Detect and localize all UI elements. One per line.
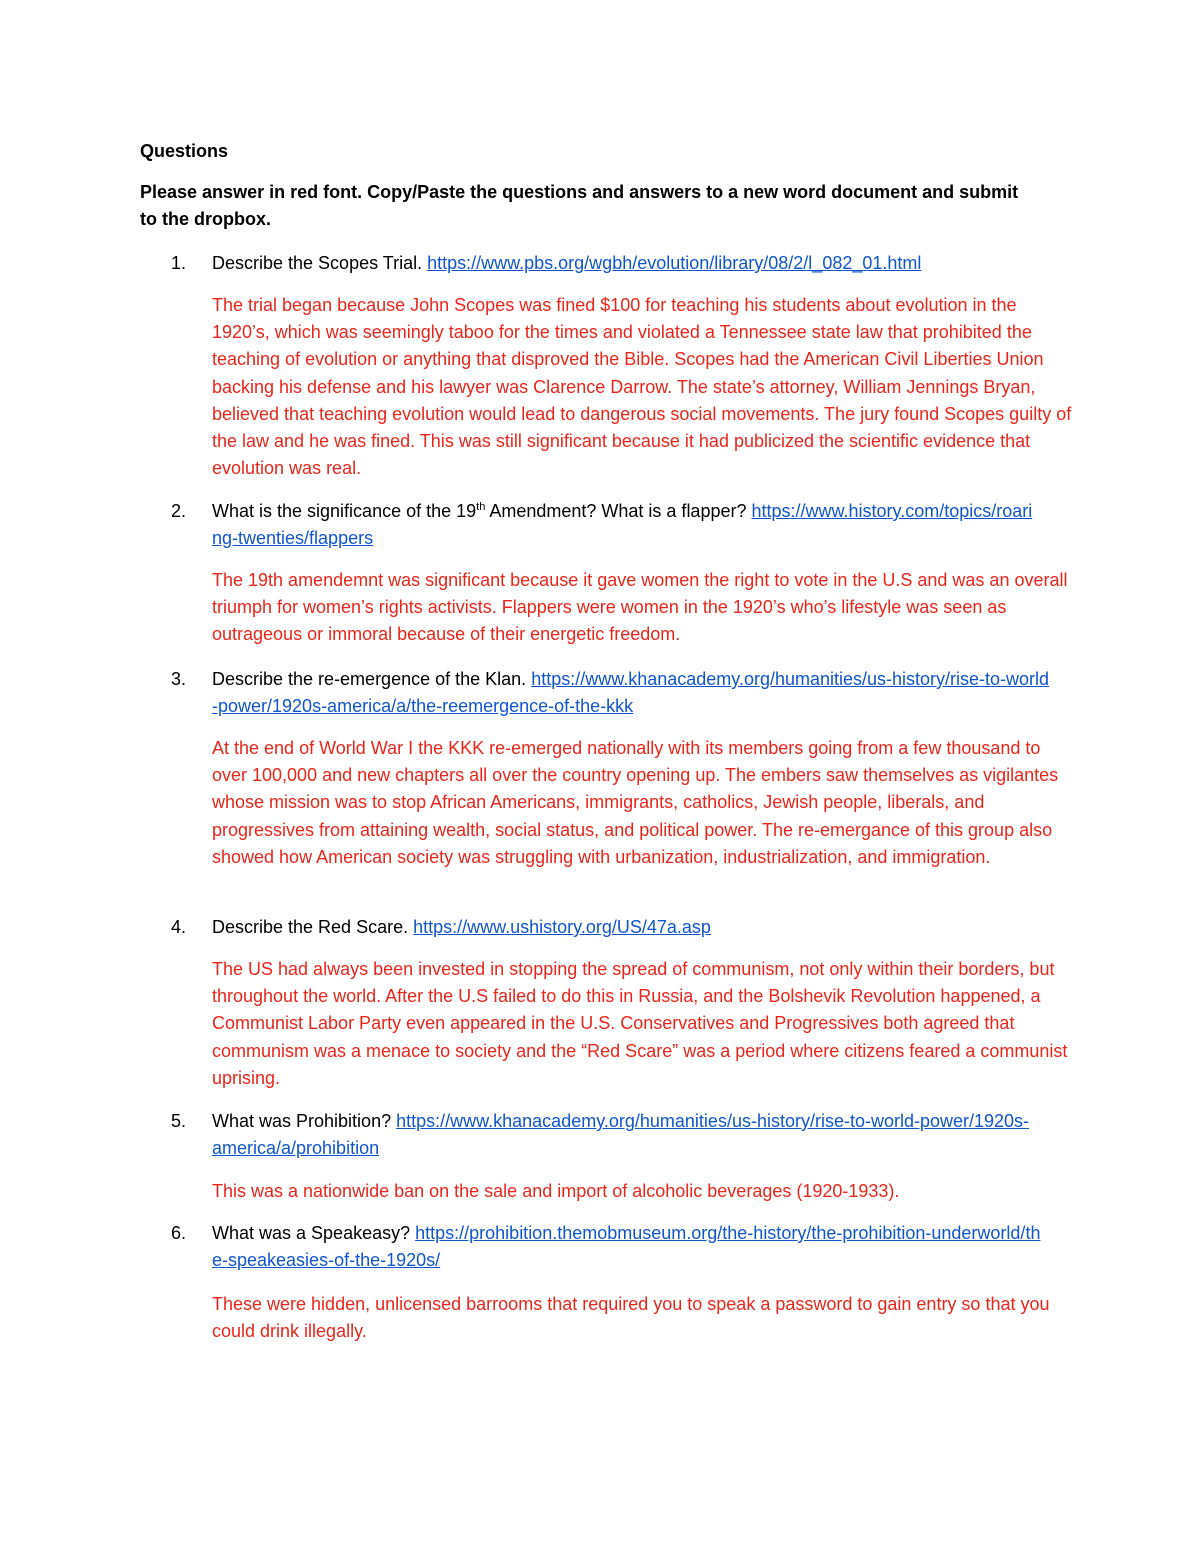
resource-link[interactable]: https://www.khanacademy.org/humanities/us-history/rise-to-world-power/1920s-america/a/prohibition [212,1111,1030,1158]
document-heading: Questions [140,141,229,161]
answer-text: This was a nationwide ban on the sale and import of alcoholic beverages (1920-1933). [212,1181,900,1201]
resource-link[interactable]: https://www.khanacademy.org/humanities/us-history/rise-to-world-power/1920s-america/a/the-reemergence-of-the-kkk [212,669,1050,716]
question-prompt [212,498,1042,552]
question-text: What was Prohibition? [212,1111,392,1131]
question-number: 4. [171,917,187,937]
question-prompt [212,1108,1032,1162]
question-number: 5. [171,1111,187,1131]
question-text: Describe the Red Scare. [212,917,409,937]
question-number: 2. [171,501,187,521]
question-prompt [212,1220,1042,1274]
question-text-continued: Amendment? What is a flapper? [485,501,747,521]
instructions: Please answer in red font. Copy/Paste the questions and answers to a new word document and submit to the dropbox. [140,182,1019,229]
question-number: 1. [171,253,187,273]
resource-link[interactable]: https://prohibition.themobmuseum.org/the-history/the-prohibition-underworld/the-speakeasies-of-the-1920s/ [212,1223,1041,1270]
question-prompt [212,250,1062,277]
question-prompt [212,666,1052,720]
question-number: 3. [171,669,187,689]
question-text: Describe the Scopes Trial. [212,253,423,273]
question-text: Describe the re-emergence of the Klan. [212,669,527,689]
superscript: th [476,501,486,513]
resource-link[interactable]: https://www.ushistory.org/US/47a.asp [413,917,711,937]
question-prompt [212,914,1062,941]
answer-text: The trial began because John Scopes was fined $100 for teaching his students about evolution in the 1920’s, which was seemingly taboo for the times and violated a Tennessee state law that prohibited the teaching of evolution or anything that disproved the Bible. Scopes had the American Civil Liberties Union backing his defense and his lawyer was Clarence Darrow. The state’s attorney, William Jennings Bryan, believed that teaching evolution would lead to dangerous social movements. The jury found Scopes guilty of the law and he was fined. This was still significant because it had publicized the scientific evidence that evolution was real. [212,295,1072,479]
resource-link[interactable]: https://www.pbs.org/wgbh/evolution/library/08/2/l_082_01.html [427,253,922,273]
answer-text: The US had always been invested in stopping the spread of communism, not only within their borders, but throughout the world. After the U.S failed to do this in Russia, and the Bolshevik Revolution happened, a Communist Labor Party even appeared in the U.S. Conservatives and Progressives both agreed that communism was a menace to society and the “Red Scare” was a period where citizens feared a communist uprising. [212,959,1068,1088]
question-text: What was a Speakeasy? [212,1223,411,1243]
question-number: 6. [171,1223,187,1243]
answer-text: The 19th amendemnt was significant because it gave women the right to vote in the U.S and was an overall triumph for women’s rights activists. Flappers were women in the 1920’s who’s lifestyle was seen as outrageous or immoral because of their energetic freedom. [212,570,1068,645]
answer-text: At the end of World War I the KKK re-emerged nationally with its members going from a few thousand to over 100,000 and new chapters all over the country opening up. The embers saw themselves as vigilantes whose mission was to stop African Americans, immigrants, catholics, Jewish people, liberals, and progressives from attaining wealth, social status, and political power. The re-emergance of this group also showed how American society was struggling with urbanization, industrialization, and immigration. [212,738,1059,867]
question-text: What is the significance of the 19 [212,501,477,521]
resource-link[interactable]: https://www.history.com/topics/roaring-twenties/flappers [212,501,1033,548]
answer-text: These were hidden, unlicensed barrooms that required you to speak a password to gain entry so that you could drink illegally. [212,1294,1050,1342]
